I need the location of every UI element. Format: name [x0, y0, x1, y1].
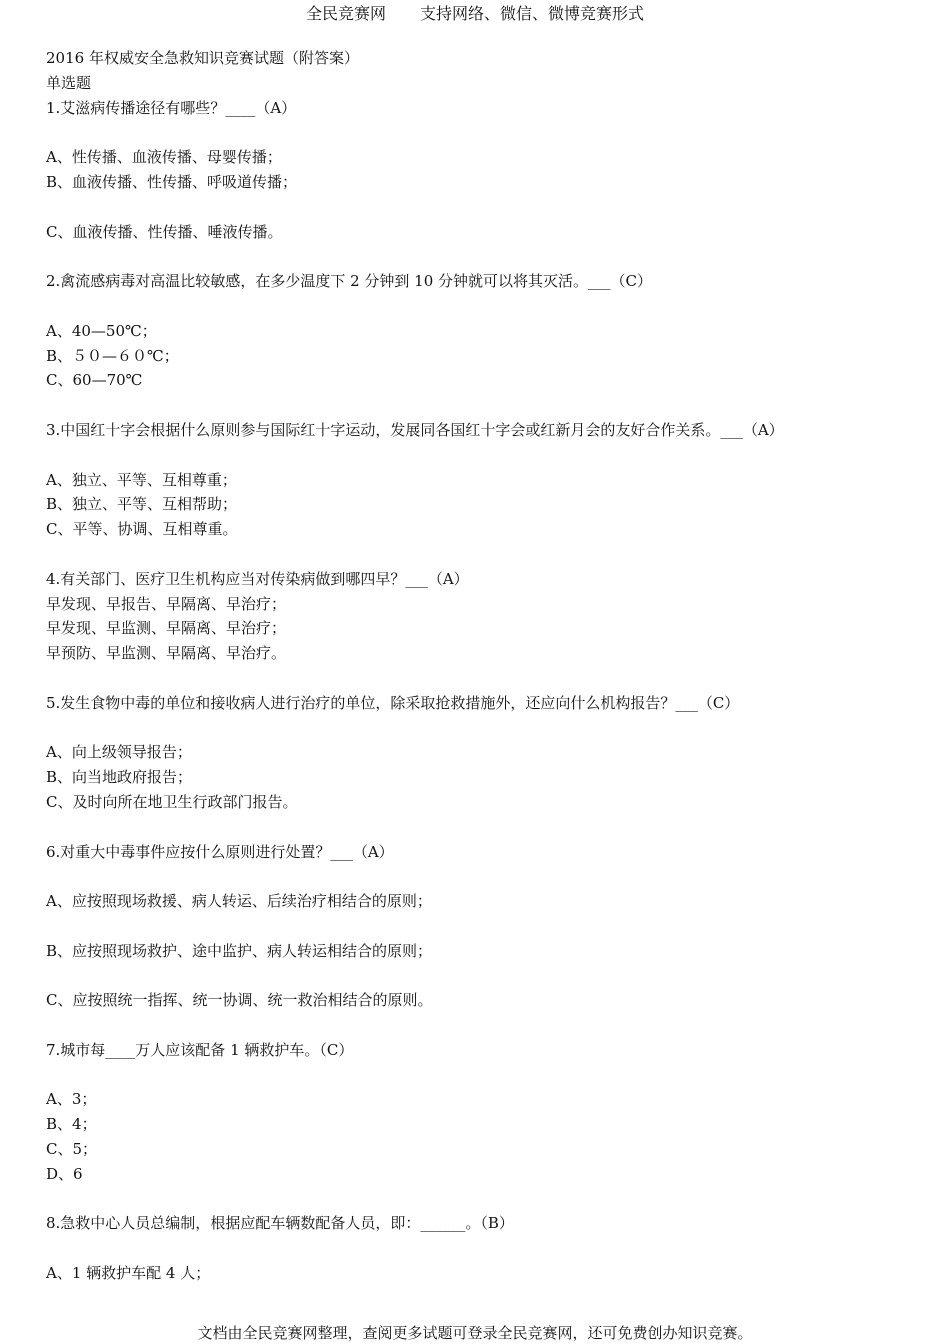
question-3: 3.中国红十字会根据什么原则参与国际红十字运动，发展同各国红十字会或红新月会的友好合作关系。___（A）	[46, 420, 784, 439]
spacer	[46, 666, 926, 691]
question-2-option-c: C、60—70℃	[46, 371, 143, 390]
spacer	[46, 393, 926, 418]
question-6-option-a: A、应按照现场救援、病人转运、后续治疗相结合的原则；	[46, 892, 432, 911]
spacer	[46, 1013, 926, 1038]
spacer	[46, 1236, 926, 1261]
question-4-option-1: 早发现、早报告、早隔离、早治疗；	[46, 594, 287, 613]
section-heading: 单选题	[46, 73, 92, 92]
document-body	[46, 46, 926, 1286]
question-2: 2.禽流感病毒对高温比较敏感，在多少温度下 2 分钟到 10 分钟就可以将其灭活。___（C）	[46, 272, 652, 291]
question-8: 8.急救中心人员总编制，根据应配车辆数配备人员，即：______。（B）	[46, 1214, 514, 1233]
question-3-option-b: B、独立、平等、互相帮助；	[46, 495, 238, 514]
spacer	[46, 1187, 926, 1212]
spacer	[46, 195, 926, 220]
header-site-name: 全民竞赛网	[305, 4, 386, 23]
spacer	[46, 864, 926, 889]
spacer	[46, 294, 926, 319]
question-6-option-b: B、应按照现场救护、途中监护、病人转运相结合的原则；	[46, 941, 433, 960]
question-8-option-a: A、1 辆救护车配 4 人；	[46, 1264, 211, 1283]
spacer	[46, 815, 926, 840]
spacer	[46, 716, 926, 741]
question-4: 4.有关部门、医疗卫生机构应当对传染病做到哪四早？___（A）	[46, 569, 469, 588]
question-2-option-a: A、40—50℃；	[46, 321, 157, 340]
question-3-option-c: C、平等、协调、互相尊重。	[46, 520, 238, 539]
question-3-option-a: A、独立、平等、互相尊重；	[46, 470, 237, 489]
document-title: 2016 年权威安全急救知识竞赛试题（附答案）	[46, 49, 359, 67]
page-header	[0, 3, 950, 25]
question-7-option-d: D、6	[46, 1164, 83, 1183]
spacer	[46, 443, 926, 468]
question-1-option-b: B、血液传播、性传播、呼吸道传播；	[46, 172, 298, 191]
question-5: 5.发生食物中毒的单位和接收病人进行治疗的单位，除采取抢救措施外，还应向什么机构报告？___（C）	[46, 693, 740, 712]
spacer	[46, 542, 926, 567]
spacer	[46, 963, 926, 988]
question-5-option-b: B、向当地政府报告；	[46, 768, 193, 787]
question-1-option-a: A、性传播、血液传播、母婴传播；	[46, 148, 282, 167]
question-5-option-c: C、及时向所在地卫生行政部门报告。	[46, 792, 298, 811]
question-1: 1.艾滋病传播途径有哪些？____（A）	[46, 98, 297, 117]
header-slogan: 支持网络、微信、微博竞赛形式	[420, 4, 645, 23]
spacer	[46, 120, 926, 145]
question-2-option-b: B、５０—６０℃；	[46, 346, 179, 365]
question-1-option-c: C、血液传播、性传播、唾液传播。	[46, 222, 283, 241]
spacer	[46, 1063, 926, 1088]
spacer	[46, 244, 926, 269]
question-6-option-c: C、应按照统一指挥、统一协调、统一救治相结合的原则。	[46, 991, 433, 1010]
question-6: 6.对重大中毒事件应按什么原则进行处置？___（A）	[46, 842, 394, 861]
question-4-option-2: 早发现、早监测、早隔离、早治疗；	[46, 619, 287, 638]
spacer	[46, 914, 926, 939]
question-7-option-c: C、5；	[46, 1140, 98, 1159]
question-4-option-3: 早预防、早监测、早隔离、早治疗。	[46, 644, 287, 663]
page-footer: 文档由全民竞赛网整理，查阅更多试题可登录全民竞赛网，还可免费创办知识竞赛。	[197, 1324, 753, 1342]
question-7-option-b: B、4；	[46, 1115, 97, 1134]
question-5-option-a: A、向上级领导报告；	[46, 743, 192, 762]
question-7-option-a: A、3；	[46, 1090, 97, 1109]
question-7: 7.城市每____万人应该配备 1 辆救护车。（C）	[46, 1040, 354, 1059]
